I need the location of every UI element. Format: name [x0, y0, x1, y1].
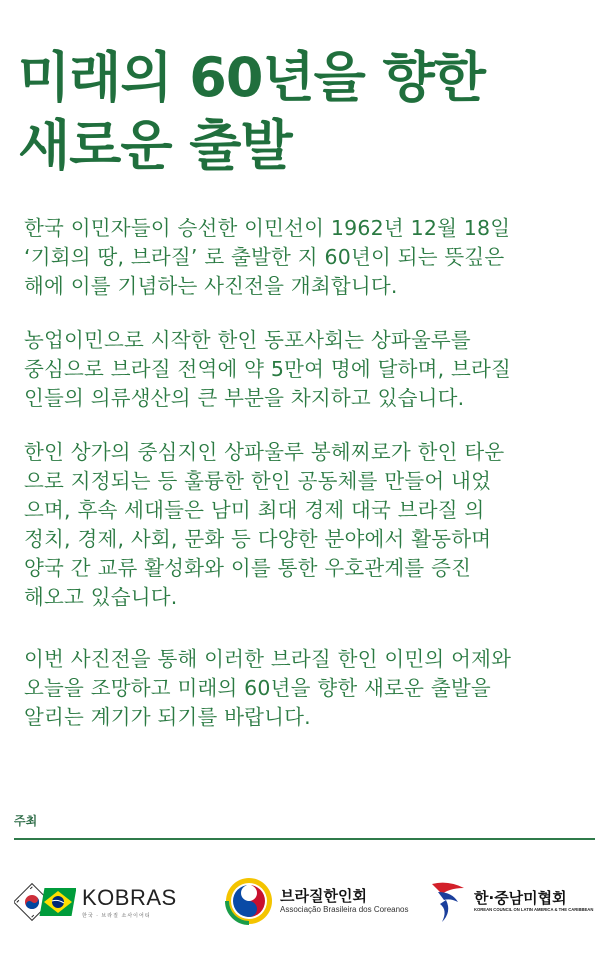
paragraph-line: 중심으로 브라질 전역에 약 5만여 명에 달하며, 브라질 [24, 357, 512, 381]
abc-name: 브라질한인회 [280, 887, 367, 905]
paragraph-line: 한국 이민자들이 승선한 이민선이 1962년 12월 18일 [24, 216, 511, 240]
paragraph-line: 이번 사진전을 통해 이러한 브라질 한인 이민의 어제와 [24, 647, 512, 671]
divider [14, 838, 595, 840]
kclac-subtitle: KOREAN COUNCIL ON LATIN AMERICA & THE CARIBBEAN [474, 907, 594, 912]
paragraph-line: 으로 지정되는 등 훌륭한 한인 공동체를 만들어 내었 [24, 469, 492, 493]
sponsor-logos [0, 870, 608, 940]
title-line-1: 미래의 60년을 향한 [18, 46, 485, 109]
paragraph-line: 인들의 의류생산의 큰 부분을 차지하고 있습니다. [24, 386, 465, 410]
paragraph-line: 양국 간 교류 활성화와 이를 통한 우호관계를 증진 [24, 556, 472, 580]
host-label: 주최 [14, 814, 38, 828]
kclac-name: 한·중남미협회 [474, 889, 567, 907]
kobras-subtitle: 한국 · 브라질 소사이어티 [82, 912, 151, 919]
paragraph-line: 농업이민으로 시작한 한인 동포사회는 상파울루를 [24, 328, 471, 352]
paragraph-1 [24, 214, 584, 301]
paragraph-2 [24, 326, 584, 413]
paragraph-line: 정치, 경제, 사회, 문화 등 다양한 분야에서 활동하며 [24, 527, 492, 551]
paragraph-line: 한인 상가의 중심지인 상파울루 봉헤찌로가 한인 타운 [24, 440, 505, 464]
paragraph-3 [24, 438, 584, 612]
body-text [24, 214, 584, 757]
abc-logo [224, 876, 409, 926]
korea-brazil-flag-icon [14, 882, 76, 922]
paragraph-line: 오늘을 조망하고 미래의 60년을 향한 새로운 출발을 [24, 676, 491, 700]
paragraph-4 [24, 645, 584, 732]
title-line-2: 새로운 출발 [18, 114, 292, 177]
kobras-name: KOBRAS [82, 884, 177, 910]
paragraph-line: 알리는 계기가 되기를 바랍니다. [24, 705, 311, 729]
kclac-swoosh-icon [428, 878, 470, 924]
kobras-logo [14, 882, 177, 922]
kclac-logo [428, 878, 593, 924]
paragraph-line: 으며, 후속 세대들은 남미 최대 경제 대국 브라질 의 [24, 498, 485, 522]
page-title [18, 44, 588, 180]
abc-subtitle: Associação Brasileira dos Coreanos [280, 905, 409, 914]
taegeuk-circle-icon [224, 876, 274, 926]
paragraph-line: 해오고 있습니다. [24, 585, 178, 609]
paragraph-line: 해에 이를 기념하는 사진전을 개최합니다. [24, 274, 398, 298]
paragraph-line: ‘기회의 땅, 브라질’ 로 출발한 지 60년이 되는 뜻깊은 [24, 245, 505, 269]
